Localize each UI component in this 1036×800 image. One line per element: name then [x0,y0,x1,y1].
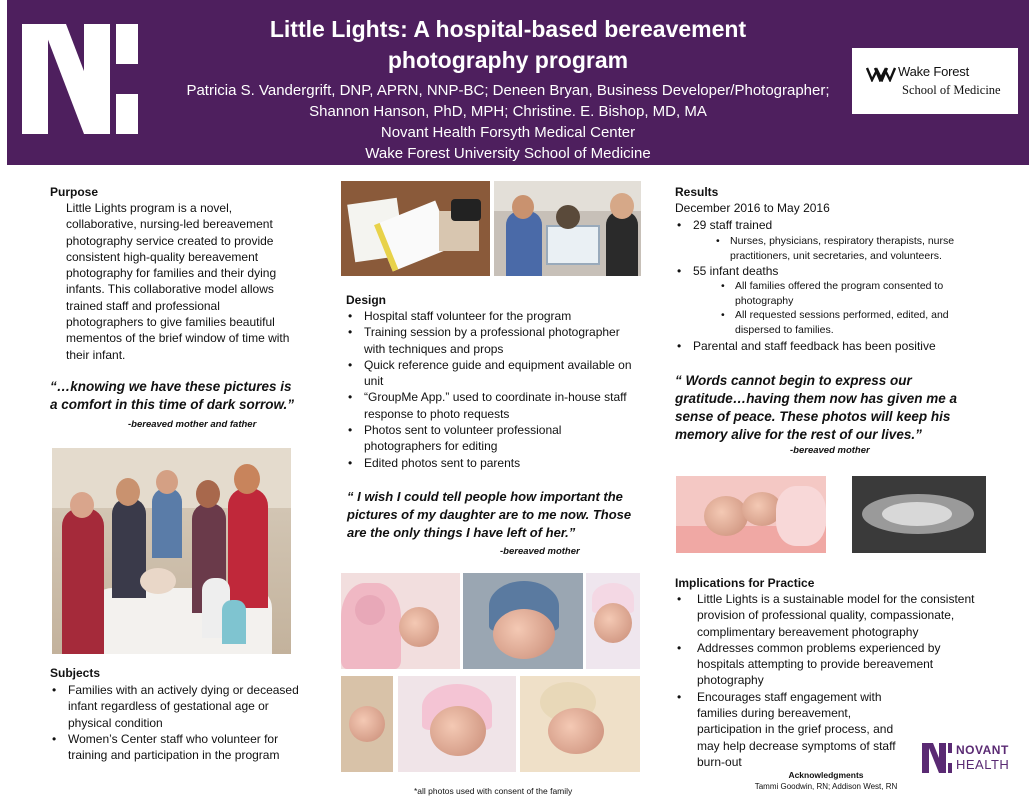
novant-n-small-icon [922,743,952,773]
wake-forest-mark-icon [866,66,896,82]
baby-photo-6 [520,676,640,772]
list-item: • Addresses common problems experienced by hospitals attempting to provide bereavement photography [675,640,975,689]
list-item: • Edited photos sent to parents [346,455,640,471]
list-item: • “GroupMe App.” used to coordinate in-house staff response to photo requests [346,389,640,422]
acknowledgments-block [746,770,906,791]
baby-photo-3 [586,573,640,669]
list-item: • Parental and staff feedback has been positive [675,338,995,354]
baby-photo-1 [341,573,460,669]
list-item: • Hospital staff volunteer for the program [346,308,640,324]
hands-bw-photo [852,476,986,553]
novant-logo-line2: HEALTH [956,757,1010,772]
list-item: • Photos sent to volunteer professional photographers for editing [346,422,640,455]
results-feedback-list [675,338,995,354]
results-heading: Results [675,185,719,199]
design-heading: Design [346,293,387,307]
baby-pink-photo [676,476,826,553]
subjects-list [50,682,300,763]
purpose-quote: “…knowing we have these pictures is a comfort in this time of dark sorrow.” [50,379,295,412]
baby-photo-4 [341,676,393,772]
family-photo [52,448,291,654]
affiliation-2: Wake Forest University School of Medicine [365,145,651,162]
list-item: • Women’s Center staff who volunteer for training and participation in the program [50,731,300,764]
authors-line-1: Patricia S. Vandergrift, DNP, APRN, NNP-BC; Deneen Bryan, Business Developer/Photographer; [186,82,830,99]
poster-title [180,14,836,76]
subjects-heading: Subjects [50,666,101,680]
list-item: • 55 infant deaths [675,263,995,279]
title-line-1: Little Lights: A hospital-based bereavement [269,16,747,42]
implications-heading: Implications for Practice [675,576,815,590]
training-session-photo [494,181,641,276]
training-materials-photo [341,181,490,276]
list-item: • Families with an actively dying or deceased infant regardless of gestational age or physical condition [50,682,300,731]
list-item: • 29 staff trained [675,217,995,233]
design-quote: “ I wish I could tell people how important the pictures of my daughter are to me now. Those are the only things I have left of her.” [347,489,632,540]
baby-photo-2 [463,573,583,669]
purpose-text [50,200,296,363]
list-item: • Training session by a professional photographer with techniques and props [346,324,640,357]
list-item: • All requested sessions performed, edited, and dispersed to families. [715,308,985,337]
list-item: • All families offered the program consented to photography [715,279,985,308]
list-item: • Little Lights is a sustainable model for the consistent provision of professional quality, compassionate, complimentary bereavement photography [675,591,975,640]
list-item: • Encourages staff engagement with families during bereavement, participation in the grief process, and may help decrease symptoms of staff burn-out [675,689,897,770]
purpose-attribution: -bereaved mother and father [128,419,257,430]
baby-photo-5 [398,676,516,772]
acknowledgments-names: Tammi Goodwin, RN; Addison West, RN [754,782,898,791]
list-item: • Quick reference guide and equipment available on unit [346,357,640,390]
results-staff-sublist [710,234,980,263]
design-attribution: -bereaved mother [500,546,580,557]
novant-health-logo [922,742,1016,774]
list-item: • Nurses, physicians, respiratory therapists, nurse practitioners, unit secretaries, and volunteers. [710,234,980,263]
authors-block [150,80,866,164]
authors-line-2: Shannon Hanson, PhD, MPH; Christine. E. Bishop, MD, MA [309,103,707,120]
novant-logo-line1: NOVANT [956,743,1009,757]
novant-n-logo-icon [22,22,140,136]
results-deaths-list [675,263,995,279]
wake-forest-logo [852,48,1018,114]
purpose-heading: Purpose [50,185,99,199]
results-quote: “ Words cannot begin to express our gratitude…having them now has given me a sense of peace. These photos will keep his memory alive for the rest of our lives.” [675,373,958,442]
results-period: December 2016 to May 2016 [675,201,830,215]
wf-logo-name: Wake Forest [898,64,970,79]
affiliation-1: Novant Health Forsyth Medical Center [380,124,636,141]
results-staff-list [675,217,995,233]
results-attribution: -bereaved mother [790,445,870,456]
acknowledgments-heading: Acknowledgments [788,770,864,780]
wf-logo-school: School of Medicine [902,83,1001,97]
title-line-2: photography program [387,47,629,73]
purpose-text-content: Little Lights program is a novel, collaborative, nursing-led bereavement photography service created to provide consistent high-quality bereavement photography for families and their dying infants. This collaborative model allows trained staff and professional photographers to give families beautiful mementos of the brief window of time with their infant. [66,201,290,362]
design-list [346,308,640,471]
results-deaths-sublist [715,279,985,337]
photo-footnote: *all photos used with consent of the family [414,786,573,796]
